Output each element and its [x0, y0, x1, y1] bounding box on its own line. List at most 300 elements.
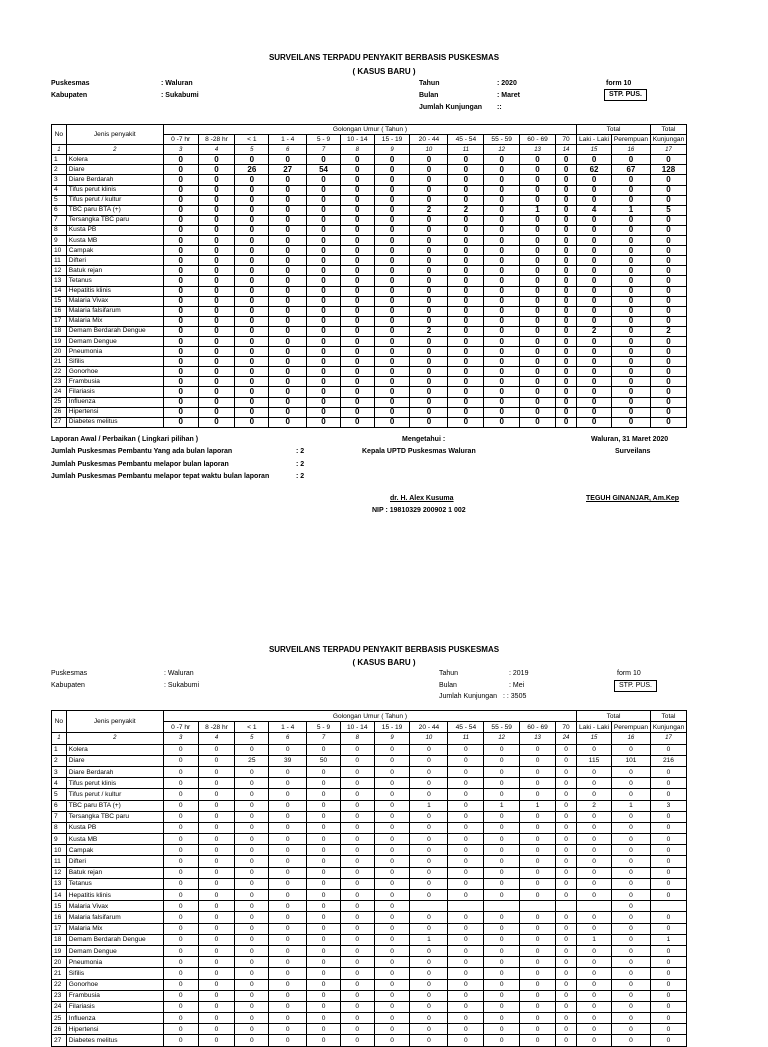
bulan-value: : Maret	[497, 92, 520, 99]
tahun-value: : 2020	[497, 80, 517, 87]
row-number: 19	[52, 945, 67, 956]
case-count: 0	[448, 357, 484, 367]
case-count: 0	[340, 755, 374, 766]
case-count: 0	[269, 1035, 307, 1046]
col-header-sex: Laki - Laki	[577, 135, 612, 145]
case-count: 0	[374, 979, 410, 990]
case-count	[577, 901, 612, 912]
kabupaten-label: Kabupaten	[51, 682, 85, 689]
case-count: 0	[198, 744, 235, 755]
case-count: 0	[611, 316, 650, 326]
disease-name: Sifilis	[66, 968, 163, 979]
case-count: 0	[448, 165, 484, 175]
case-count: 0	[650, 185, 686, 195]
case-count: 0	[235, 800, 269, 811]
case-count: 0	[410, 856, 448, 867]
case-count: 0	[235, 979, 269, 990]
case-count: 0	[269, 417, 307, 427]
case-count: 0	[340, 766, 374, 777]
case-count: 0	[307, 800, 341, 811]
case-count: 0	[198, 246, 235, 256]
case-count: 0	[307, 766, 341, 777]
case-count: 0	[307, 1035, 341, 1046]
row-number: 12	[52, 867, 67, 878]
case-count: 0	[340, 912, 374, 923]
case-count: 2	[448, 205, 484, 215]
disease-name: Kusta MB	[66, 236, 163, 246]
case-count: 0	[269, 276, 307, 286]
case-count: 0	[307, 397, 341, 407]
case-count: 0	[340, 286, 374, 296]
case-count: 0	[198, 357, 235, 367]
case-count: 25	[235, 755, 269, 766]
disease-name: Kolera	[66, 155, 163, 165]
column-index: 10	[410, 733, 448, 744]
case-count: 0	[448, 326, 484, 336]
case-count: 0	[374, 800, 410, 811]
case-count: 0	[374, 397, 410, 407]
case-count: 0	[163, 890, 198, 901]
table-row	[52, 225, 687, 235]
column-index: 12	[484, 733, 520, 744]
case-count: 0	[611, 845, 650, 856]
case-count: 0	[340, 1013, 374, 1024]
case-count: 0	[611, 236, 650, 246]
case-count: 0	[269, 744, 307, 755]
case-count: 0	[448, 957, 484, 968]
case-count: 0	[484, 155, 520, 165]
case-count: 0	[307, 789, 341, 800]
case-count: 0	[611, 175, 650, 185]
case-count: 0	[520, 755, 556, 766]
case-count: 0	[269, 968, 307, 979]
case-count: 0	[410, 276, 448, 286]
case-count: 0	[410, 789, 448, 800]
case-count: 0	[307, 155, 341, 165]
case-count: 0	[163, 945, 198, 956]
case-count: 0	[410, 1024, 448, 1035]
case-count: 0	[307, 968, 341, 979]
row-number: 10	[52, 246, 67, 256]
table-row	[52, 256, 687, 266]
col-header-age: 0 -7 hr	[163, 722, 198, 733]
case-count: 0	[163, 347, 198, 357]
disease-name: Demam Dengue	[66, 945, 163, 956]
case-count: 0	[577, 912, 612, 923]
table-row	[52, 834, 687, 845]
case-count: 0	[484, 744, 520, 755]
case-count: 0	[340, 417, 374, 427]
col-header-age: 15 - 19	[374, 722, 410, 733]
case-count: 0	[374, 367, 410, 377]
case-count: 0	[577, 215, 612, 225]
case-count: 0	[448, 912, 484, 923]
case-count: 0	[650, 990, 686, 1001]
case-count: 0	[555, 912, 576, 923]
table-row	[52, 407, 687, 417]
case-count: 0	[555, 890, 576, 901]
case-count: 0	[374, 407, 410, 417]
case-count: 0	[577, 236, 612, 246]
case-count: 0	[235, 912, 269, 923]
case-count: 0	[235, 789, 269, 800]
case-count: 0	[555, 1035, 576, 1046]
case-count: 0	[269, 377, 307, 387]
disease-name: Diabetes melitus	[66, 1035, 163, 1046]
case-count: 0	[198, 417, 235, 427]
case-count: 0	[269, 901, 307, 912]
pustu-report-label: Jumlah Puskesmas Pembantu melapor bulan laporan	[51, 461, 229, 468]
case-count: 0	[484, 225, 520, 235]
disease-name: Frambusia	[66, 377, 163, 387]
disease-name: Diare Berdarah	[66, 175, 163, 185]
case-count: 0	[577, 789, 612, 800]
col-header-no: No	[52, 125, 67, 145]
case-count: 0	[198, 407, 235, 417]
case-count: 0	[484, 236, 520, 246]
case-count: 0	[307, 326, 341, 336]
surveilans-label: Surveilans	[615, 448, 651, 455]
disease-name: Malaria Vivax	[66, 296, 163, 306]
case-count: 0	[198, 800, 235, 811]
case-count: 0	[269, 336, 307, 346]
case-count: 0	[163, 845, 198, 856]
case-count: 0	[340, 155, 374, 165]
case-count: 0	[484, 256, 520, 266]
case-count: 0	[611, 778, 650, 789]
case-count: 0	[198, 979, 235, 990]
case-count: 0	[650, 945, 686, 956]
pustu-ontime-value: : 2	[296, 473, 305, 480]
case-count: 0	[555, 357, 576, 367]
case-count: 0	[198, 1001, 235, 1012]
case-count: 0	[340, 934, 374, 945]
case-count: 0	[163, 789, 198, 800]
case-count: 0	[650, 377, 686, 387]
col-header-sex: Perempuan	[611, 722, 650, 733]
col-header-age: 10 - 14	[340, 135, 374, 145]
case-count: 0	[269, 266, 307, 276]
case-count: 0	[340, 296, 374, 306]
table-row	[52, 744, 687, 755]
case-count: 0	[448, 945, 484, 956]
col-header-age: 60 - 69	[520, 135, 556, 145]
case-count: 0	[269, 205, 307, 215]
table-row	[52, 306, 687, 316]
case-count: 0	[163, 397, 198, 407]
disease-name: Kusta MB	[66, 834, 163, 845]
case-count: 0	[555, 1024, 576, 1035]
puskesmas-value: : Waluran	[164, 670, 194, 677]
case-count: 0	[520, 968, 556, 979]
header-row	[52, 711, 687, 722]
report-subtitle: ( KASUS BARU )	[352, 658, 416, 667]
case-count: 0	[269, 397, 307, 407]
case-count: 0	[520, 934, 556, 945]
case-count: 0	[520, 1013, 556, 1024]
case-count: 0	[235, 306, 269, 316]
case-count: 0	[555, 811, 576, 822]
disease-name: Tifus perut klinis	[66, 185, 163, 195]
case-count: 0	[410, 185, 448, 195]
col-header-age: 45 - 54	[448, 722, 484, 733]
report-title: SURVEILANS TERPADU PENYAKIT BERBASIS PUSKESMAS	[268, 53, 500, 62]
disease-name: Kusta PB	[66, 822, 163, 833]
table-row	[52, 387, 687, 397]
disease-name: Difteri	[66, 256, 163, 266]
case-count: 0	[410, 834, 448, 845]
col-header-age: < 1	[235, 722, 269, 733]
disease-name: Malaria Mix	[66, 316, 163, 326]
kepala-label: Kepala UPTD Puskesmas Waluran	[362, 448, 476, 455]
case-count: 0	[269, 822, 307, 833]
case-count: 0	[577, 316, 612, 326]
col-header-jenis-penyakit: Jenis penyakit	[66, 125, 163, 145]
table-row	[52, 856, 687, 867]
table-row	[52, 957, 687, 968]
case-count: 0	[307, 246, 341, 256]
case-count: 0	[374, 306, 410, 316]
case-count: 0	[555, 979, 576, 990]
case-count: 0	[611, 968, 650, 979]
row-number: 25	[52, 1013, 67, 1024]
case-count: 0	[374, 195, 410, 205]
case-count: 0	[235, 205, 269, 215]
case-count: 0	[448, 923, 484, 934]
case-count: 0	[484, 286, 520, 296]
case-count: 0	[269, 1001, 307, 1012]
case-count: 0	[448, 867, 484, 878]
case-count: 0	[555, 778, 576, 789]
case-count: 0	[163, 165, 198, 175]
case-count: 0	[650, 766, 686, 777]
case-count: 0	[235, 778, 269, 789]
case-count: 0	[577, 834, 612, 845]
case-count: 0	[410, 878, 448, 889]
case-count: 0	[611, 744, 650, 755]
case-count: 0	[484, 1013, 520, 1024]
table-row	[52, 890, 687, 901]
case-count: 0	[650, 1035, 686, 1046]
column-index: 17	[650, 733, 686, 744]
case-count: 0	[577, 336, 612, 346]
case-count: 0	[340, 811, 374, 822]
case-count: 0	[650, 867, 686, 878]
case-count: 0	[163, 175, 198, 185]
case-count: 0	[307, 417, 341, 427]
table-row	[52, 367, 687, 377]
case-count: 0	[410, 990, 448, 1001]
case-count: 0	[555, 276, 576, 286]
case-count: 0	[340, 236, 374, 246]
column-index: 7	[307, 733, 341, 744]
row-number: 14	[52, 890, 67, 901]
case-count: 0	[555, 1001, 576, 1012]
case-count: 0	[235, 286, 269, 296]
case-count: 0	[520, 867, 556, 878]
case-count: 0	[448, 175, 484, 185]
case-count: 0	[520, 387, 556, 397]
case-count: 0	[163, 195, 198, 205]
case-count: 0	[235, 923, 269, 934]
case-count: 0	[484, 968, 520, 979]
case-count: 0	[340, 878, 374, 889]
column-index: 6	[269, 145, 307, 155]
case-count: 0	[307, 215, 341, 225]
table-row	[52, 811, 687, 822]
row-number: 22	[52, 979, 67, 990]
case-count: 0	[520, 367, 556, 377]
case-count: 0	[307, 1001, 341, 1012]
case-count: 0	[520, 155, 556, 165]
case-count: 1	[410, 934, 448, 945]
case-count: 0	[484, 387, 520, 397]
row-number: 15	[52, 901, 67, 912]
case-count: 0	[198, 347, 235, 357]
case-count: 0	[484, 890, 520, 901]
table-row	[52, 215, 687, 225]
case-count: 0	[235, 397, 269, 407]
case-count: 0	[235, 195, 269, 205]
case-count: 0	[650, 957, 686, 968]
column-index: 1	[52, 145, 67, 155]
case-count: 0	[198, 326, 235, 336]
case-count	[520, 901, 556, 912]
row-number: 1	[52, 155, 67, 165]
case-count: 0	[611, 957, 650, 968]
column-index: 16	[611, 145, 650, 155]
case-count: 0	[410, 377, 448, 387]
bulan-value: : Mei	[509, 682, 525, 689]
case-count: 0	[340, 165, 374, 175]
case-count: 0	[340, 336, 374, 346]
case-count: 0	[484, 845, 520, 856]
case-count: 0	[650, 387, 686, 397]
case-count: 0	[448, 397, 484, 407]
disease-name: Campak	[66, 845, 163, 856]
disease-name: Hepatitis klinis	[66, 890, 163, 901]
case-count: 0	[448, 296, 484, 306]
col-header-sex: Laki - Laki	[577, 722, 612, 733]
table-row	[52, 845, 687, 856]
row-number: 21	[52, 357, 67, 367]
case-count: 0	[374, 155, 410, 165]
doctor-name: dr. H. Alex Kusuma	[390, 495, 454, 502]
case-count: 128	[650, 165, 686, 175]
case-count: 0	[448, 968, 484, 979]
case-count: 39	[269, 755, 307, 766]
case-count: 1	[520, 205, 556, 215]
case-count: 0	[374, 901, 410, 912]
case-count: 0	[484, 811, 520, 822]
case-count: 0	[235, 901, 269, 912]
column-index: 3	[163, 145, 198, 155]
case-count: 0	[577, 286, 612, 296]
column-index: 13	[520, 145, 556, 155]
case-count: 0	[410, 215, 448, 225]
case-count: 0	[611, 811, 650, 822]
row-number: 23	[52, 990, 67, 1001]
case-count: 0	[410, 845, 448, 856]
case-count: 2	[577, 800, 612, 811]
case-count: 0	[163, 336, 198, 346]
case-count: 0	[484, 185, 520, 195]
case-count: 0	[269, 834, 307, 845]
case-count: 0	[163, 205, 198, 215]
table-row	[52, 766, 687, 777]
case-count: 2	[410, 205, 448, 215]
case-count: 0	[650, 856, 686, 867]
case-count: 0	[611, 856, 650, 867]
case-count: 0	[163, 266, 198, 276]
case-count: 0	[307, 901, 341, 912]
case-count: 0	[448, 1024, 484, 1035]
case-count: 0	[374, 266, 410, 276]
case-count: 0	[484, 195, 520, 205]
case-count: 0	[235, 336, 269, 346]
case-count: 0	[484, 990, 520, 1001]
case-count: 0	[374, 347, 410, 357]
row-number: 2	[52, 165, 67, 175]
case-count: 0	[163, 912, 198, 923]
table-row	[52, 923, 687, 934]
case-count: 0	[374, 215, 410, 225]
case-count: 0	[484, 205, 520, 215]
case-count: 0	[374, 225, 410, 235]
case-count: 0	[269, 811, 307, 822]
case-count: 0	[269, 387, 307, 397]
case-count: 0	[235, 766, 269, 777]
case-count: 0	[340, 175, 374, 185]
case-count: 0	[307, 867, 341, 878]
case-count: 0	[340, 1024, 374, 1035]
disease-name: Tersangka TBC paru	[66, 215, 163, 225]
case-count: 0	[340, 225, 374, 235]
case-count: 0	[340, 256, 374, 266]
column-index: 11	[448, 145, 484, 155]
case-count: 0	[448, 316, 484, 326]
case-count: 0	[198, 175, 235, 185]
col-header-age: 60 - 69	[520, 722, 556, 733]
case-count: 0	[307, 336, 341, 346]
disease-name: Malaria falsifarum	[66, 306, 163, 316]
case-count: 0	[484, 789, 520, 800]
case-count: 0	[235, 822, 269, 833]
table-row	[52, 165, 687, 175]
col-header-total-kunjungan: Total	[650, 125, 686, 135]
col-header-golongan-umur: Golongan Umur ( Tahun )	[163, 711, 576, 722]
case-count: 0	[520, 316, 556, 326]
case-count: 0	[269, 286, 307, 296]
case-count: 0	[484, 923, 520, 934]
case-count: 0	[269, 215, 307, 225]
case-count: 0	[448, 336, 484, 346]
case-count: 0	[577, 155, 612, 165]
case-count: 0	[374, 968, 410, 979]
case-count: 0	[340, 778, 374, 789]
table-row	[52, 878, 687, 889]
case-count: 0	[374, 990, 410, 1001]
case-count: 0	[650, 778, 686, 789]
column-index: 16	[611, 733, 650, 744]
case-count: 0	[577, 867, 612, 878]
case-count: 0	[484, 316, 520, 326]
case-count: 0	[484, 878, 520, 889]
case-count: 0	[307, 822, 341, 833]
row-number: 9	[52, 834, 67, 845]
case-count: 0	[611, 766, 650, 777]
case-count: 0	[611, 326, 650, 336]
